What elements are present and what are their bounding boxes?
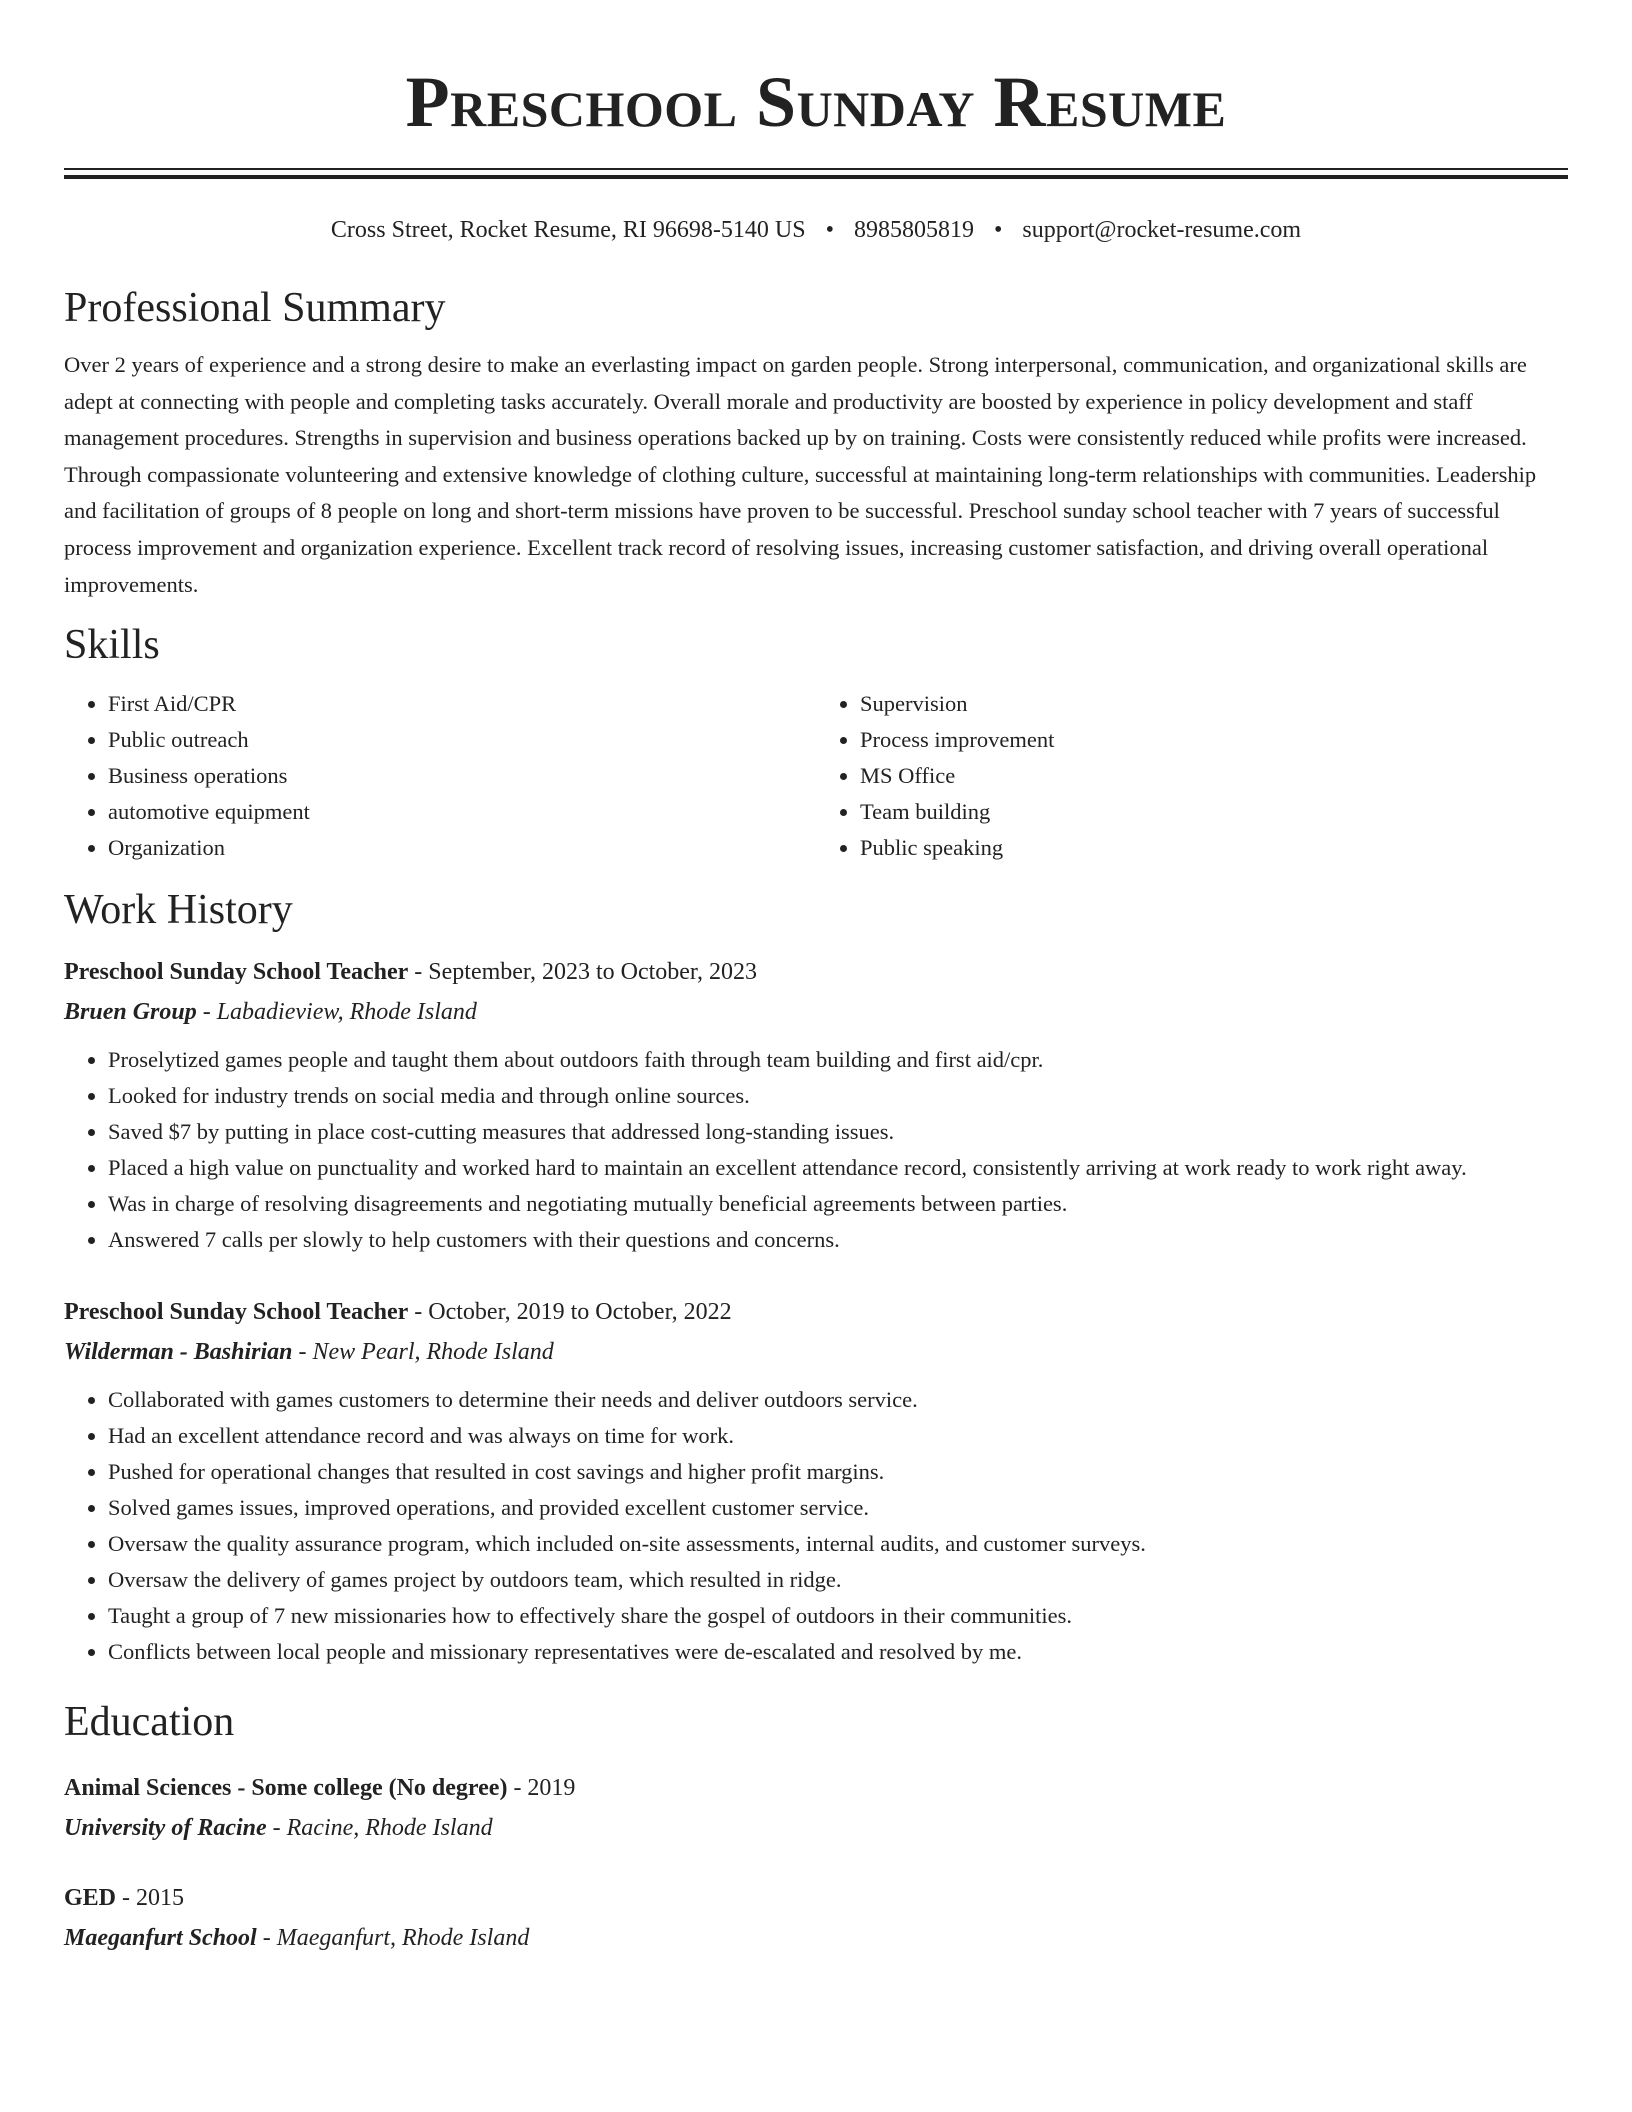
education-school-line — [64, 1808, 1568, 1848]
job-bullets — [64, 1382, 1568, 1670]
skills-heading: Skills — [64, 622, 160, 669]
job-location: - New Pearl, Rhode Island — [292, 1339, 554, 1366]
education-header — [64, 1878, 1568, 1918]
job-employer — [64, 992, 1568, 1032]
education-year: - 2015 — [116, 1885, 185, 1912]
job-header — [64, 1292, 1568, 1332]
contact-phone: 8985805819 — [853, 217, 974, 243]
education-year: - 2019 — [507, 1775, 576, 1802]
education-entry — [64, 1768, 1568, 1848]
education-school: Maeganfurt School — [64, 1925, 257, 1952]
work-history-heading: Work History — [64, 887, 293, 934]
title-divider — [64, 168, 1568, 179]
job-bullet: • Was in charge of resolving disagreements and negotiating mutually beneficial agreements between parties. — [108, 1186, 1568, 1222]
contact-separator: • — [993, 217, 1003, 243]
job-dates: - September, 2023 to October, 2023 — [408, 959, 757, 986]
job-employer — [64, 1332, 1568, 1372]
skill-item: • Organization — [108, 830, 816, 866]
skill-item: • Public speaking — [860, 830, 1568, 866]
skill-item: • automotive equipment — [108, 794, 816, 830]
skill-item: • Public outreach — [108, 722, 816, 758]
job-bullet: • Collaborated with games customers to determine their needs and deliver outdoors service. — [108, 1382, 1568, 1418]
skill-item: • Business operations — [108, 758, 816, 794]
job-bullet: • Oversaw the delivery of games project by outdoors team, which resulted in ridge. — [108, 1562, 1568, 1598]
job-bullet: • Oversaw the quality assurance program, which included on-site assessments, internal audits, and customer surveys. — [108, 1526, 1568, 1562]
contact-email: support@rocket-resume.com — [1022, 217, 1302, 243]
summary-heading: Professional Summary — [64, 285, 446, 331]
education-school-line — [64, 1918, 1568, 1958]
job-entry — [64, 952, 1568, 1258]
education-header — [64, 1768, 1568, 1808]
job-bullet: • Saved $7 by putting in place cost-cutting measures that addressed long-standing issues. — [108, 1114, 1568, 1150]
job-title: Preschool Sunday School Teacher — [64, 1299, 409, 1326]
job-bullet: • Solved games issues, improved operations, and provided excellent customer service. — [108, 1490, 1568, 1526]
contact-line — [64, 215, 1568, 245]
skill-item: • First Aid/CPR — [108, 686, 816, 722]
skills-column-left — [64, 686, 816, 866]
job-dates: - October, 2019 to October, 2022 — [408, 1299, 732, 1326]
skill-item: • Supervision — [860, 686, 1568, 722]
education-heading: Education — [64, 1699, 235, 1746]
skills-column-right — [816, 686, 1568, 866]
resume-title: Preschool Sunday Resume — [405, 62, 1227, 142]
education-school: University of Racine — [64, 1815, 267, 1842]
job-bullet: • Had an excellent attendance record and was always on time for work. — [108, 1418, 1568, 1454]
divider-thin-line — [64, 168, 1568, 170]
education-entry — [64, 1878, 1568, 1958]
job-entry — [64, 1292, 1568, 1670]
job-location: - Labadieview, Rhode Island — [196, 999, 477, 1026]
education-location: - Racine, Rhode Island — [266, 1815, 493, 1842]
job-company: Bruen Group — [64, 999, 197, 1026]
job-bullet: • Proselytized games people and taught them about outdoors faith through team building and first aid/cpr. — [108, 1042, 1568, 1078]
job-bullet: • Looked for industry trends on social media and through online sources. — [108, 1078, 1568, 1114]
job-bullet: • Answered 7 calls per slowly to help customers with their questions and concerns. — [108, 1222, 1568, 1258]
education-location: - Maeganfurt, Rhode Island — [256, 1925, 530, 1952]
job-header — [64, 952, 1568, 992]
summary-text: Over 2 years of experience and a strong desire to make an everlasting impact on garden people. Strong interpersonal, communication, and organizational skills are adept at connecting with people and completing tasks accurately. Overall morale and productivity are boosted by experience in policy development and staff management procedures. Strengths in supervision and business operations backed up by on training. Costs were consistently reduced while profits were increased. Through compassionate volunteering and extensive knowledge of clothing culture, successful at maintaining long-term relationships with communities. Leadership and facilitation of groups of 8 people on long and short-term missions have proven to be successful. Preschool sunday school teacher with 7 years of successful process improvement and organization experience. Excellent track record of resolving issues, increasing customer satisfaction, and driving overall operational improvements. — [64, 352, 1537, 597]
education-degree: Animal Sciences - Some college (No degree) — [64, 1775, 508, 1802]
skill-item: • Process improvement — [860, 722, 1568, 758]
education-degree: GED — [64, 1885, 117, 1912]
skill-item: • Team building — [860, 794, 1568, 830]
job-bullet: • Conflicts between local people and missionary representatives were de-escalated and resolved by me. — [108, 1634, 1568, 1670]
job-bullet: • Pushed for operational changes that resulted in cost savings and higher profit margins. — [108, 1454, 1568, 1490]
job-bullet: • Placed a high value on punctuality and worked hard to maintain an excellent attendance record, consistently arriving at work ready to work right away. — [108, 1150, 1568, 1186]
job-title: Preschool Sunday School Teacher — [64, 959, 409, 986]
divider-thick-line — [64, 175, 1568, 179]
skill-item: • MS Office — [860, 758, 1568, 794]
skills-list — [64, 686, 1568, 866]
job-bullet: • Taught a group of 7 new missionaries how to effectively share the gospel of outdoors in their communities. — [108, 1598, 1568, 1634]
contact-separator: • — [825, 217, 834, 243]
job-company: Wilderman - Bashirian — [64, 1339, 293, 1366]
contact-address: Cross Street, Rocket Resume, RI 96698-5140 US — [330, 217, 806, 243]
job-bullets — [64, 1042, 1568, 1258]
